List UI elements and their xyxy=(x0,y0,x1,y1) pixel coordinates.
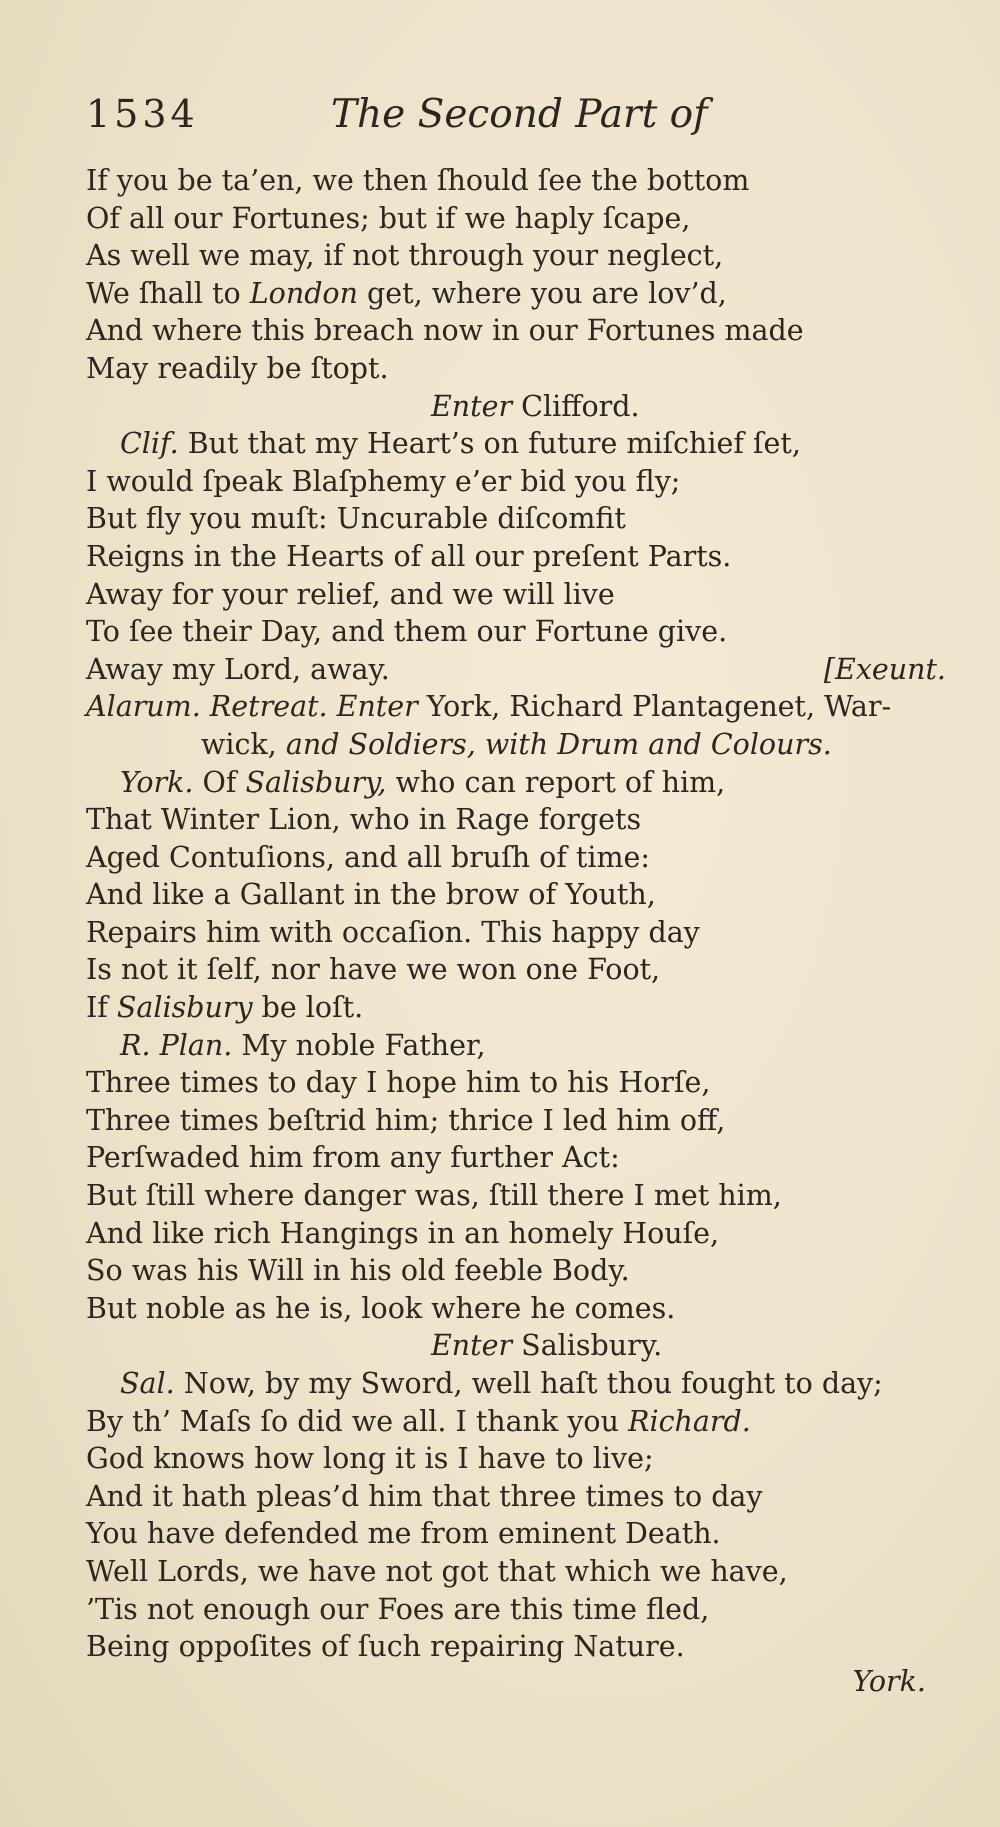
text-line: Aged Contuſions, and all bruſh of time: xyxy=(86,840,650,874)
text-span: get, where you are lov’d, xyxy=(357,276,727,310)
page-number: 1534 xyxy=(86,92,199,136)
text-line: Of all our Fortunes; but if we haply ſcape, xyxy=(86,201,691,235)
text-line: That Winter Lion, who in Rage forgets xyxy=(86,803,642,837)
text-line: May readily be ſtopt. xyxy=(86,351,389,385)
text-span: Away my Lord, away. xyxy=(86,652,390,686)
text-line: Reigns in the Hearts of all our preſent Parts. xyxy=(86,539,732,573)
text-line xyxy=(86,1403,946,1441)
speaker-prefix: R. Plan. xyxy=(120,1028,233,1062)
text-line: Repairs him with occaſion. This happy day xyxy=(86,915,700,949)
speech-line xyxy=(86,1027,946,1065)
catchword: York. xyxy=(852,1665,926,1698)
stage-direction-name: Clifford. xyxy=(512,389,640,423)
text-line: Away for your relief, and we will live xyxy=(86,577,615,611)
italic-name: Salisbury, xyxy=(245,765,387,799)
text-line: Well Lords, we have not got that which we have, xyxy=(86,1554,788,1588)
text-line: You have defended me from eminent Death. xyxy=(86,1517,721,1551)
text-line: So was his Will in his old feeble Body. xyxy=(86,1254,630,1288)
speech-line xyxy=(86,1365,946,1403)
text-line xyxy=(86,275,946,313)
stage-direction xyxy=(86,726,946,764)
text-line: Being oppoſites of ſuch repairing Nature. xyxy=(86,1630,685,1664)
speech-line xyxy=(86,764,946,802)
text-line: And like rich Hangings in an homely Houſe, xyxy=(86,1216,720,1250)
stage-direction-verb: Enter xyxy=(431,1329,513,1363)
text-line: If you be ta’en, we then ſhould ſee the bottom xyxy=(86,164,750,197)
italic-name: Richard. xyxy=(628,1404,751,1438)
stage-direction-verb: Enter xyxy=(431,389,513,423)
text-line: Perſwaded him from any further Act: xyxy=(86,1141,620,1175)
text-span: who can report of him, xyxy=(386,765,726,799)
text-span: We ſhall to xyxy=(86,276,250,310)
stage-direction-names: wick, xyxy=(201,727,286,761)
stage-direction xyxy=(86,688,946,726)
stage-direction-name: Salisbury. xyxy=(512,1329,663,1363)
text-span: My noble Father, xyxy=(232,1028,486,1062)
speaker-prefix: York. xyxy=(120,765,194,799)
stage-direction xyxy=(86,388,946,426)
text-line: To ſee their Day, and them our Fortune give. xyxy=(86,615,728,649)
text-span: By th’ Maſs ſo did we all. I thank you xyxy=(86,1404,629,1438)
text-line: But fly you muſt: Uncurable diſcomfit xyxy=(86,502,626,536)
text-line: Is not it ſelf, nor have we won one Foot, xyxy=(86,953,661,987)
text-span: be loſt. xyxy=(252,991,364,1025)
text-line: As well we may, if not through your neglect, xyxy=(86,239,724,273)
speaker-prefix: Clif. xyxy=(120,427,179,461)
stage-direction-italic: Alarum. Retreat. Enter xyxy=(86,690,418,724)
text-line: And like a Gallant in the brow of Youth, xyxy=(86,878,656,912)
italic-name: London xyxy=(249,276,358,310)
italic-name: Salisbury xyxy=(116,991,253,1025)
stage-direction-names: York, Richard Plantagenet, War- xyxy=(417,690,892,724)
speech-line xyxy=(86,425,946,463)
text-line: ’Tis not enough our Foes are this time fled, xyxy=(86,1592,710,1626)
text-line: I would ſpeak Blaſphemy e’er bid you fly; xyxy=(86,464,681,498)
text-line: Three times to day I hope him to his Horſe, xyxy=(86,1066,711,1100)
text-span: But that my Heart’s on future miſchief ſet, xyxy=(178,427,801,461)
exeunt-direction: [Exeunt. xyxy=(823,652,946,686)
text-line: God knows how long it is I have to live; xyxy=(86,1442,654,1476)
text-line: Three times beſtrid him; thrice I led him off, xyxy=(86,1103,726,1137)
text-line xyxy=(86,651,946,689)
running-title: The Second Part of xyxy=(331,92,708,137)
text-span: If xyxy=(86,991,117,1025)
text-line: And where this breach now in our Fortunes made xyxy=(86,314,804,348)
stage-direction xyxy=(86,1327,946,1365)
text-line: And it hath pleas’d him that three times to day xyxy=(86,1479,763,1513)
text-body xyxy=(86,162,946,1666)
text-line xyxy=(86,989,946,1027)
page-header xyxy=(86,92,846,152)
text-line: But ſtill where danger was, ſtill there I met him, xyxy=(86,1179,782,1213)
text-span: Now, by my Sword, well haſt thou fought to day; xyxy=(174,1367,883,1400)
text-line: But noble as he is, look where he comes. xyxy=(86,1291,676,1325)
stage-direction-italic: and Soldiers, with Drum and Colours. xyxy=(285,727,832,761)
text-span: Of xyxy=(193,765,246,799)
speaker-prefix: Sal. xyxy=(120,1367,175,1400)
